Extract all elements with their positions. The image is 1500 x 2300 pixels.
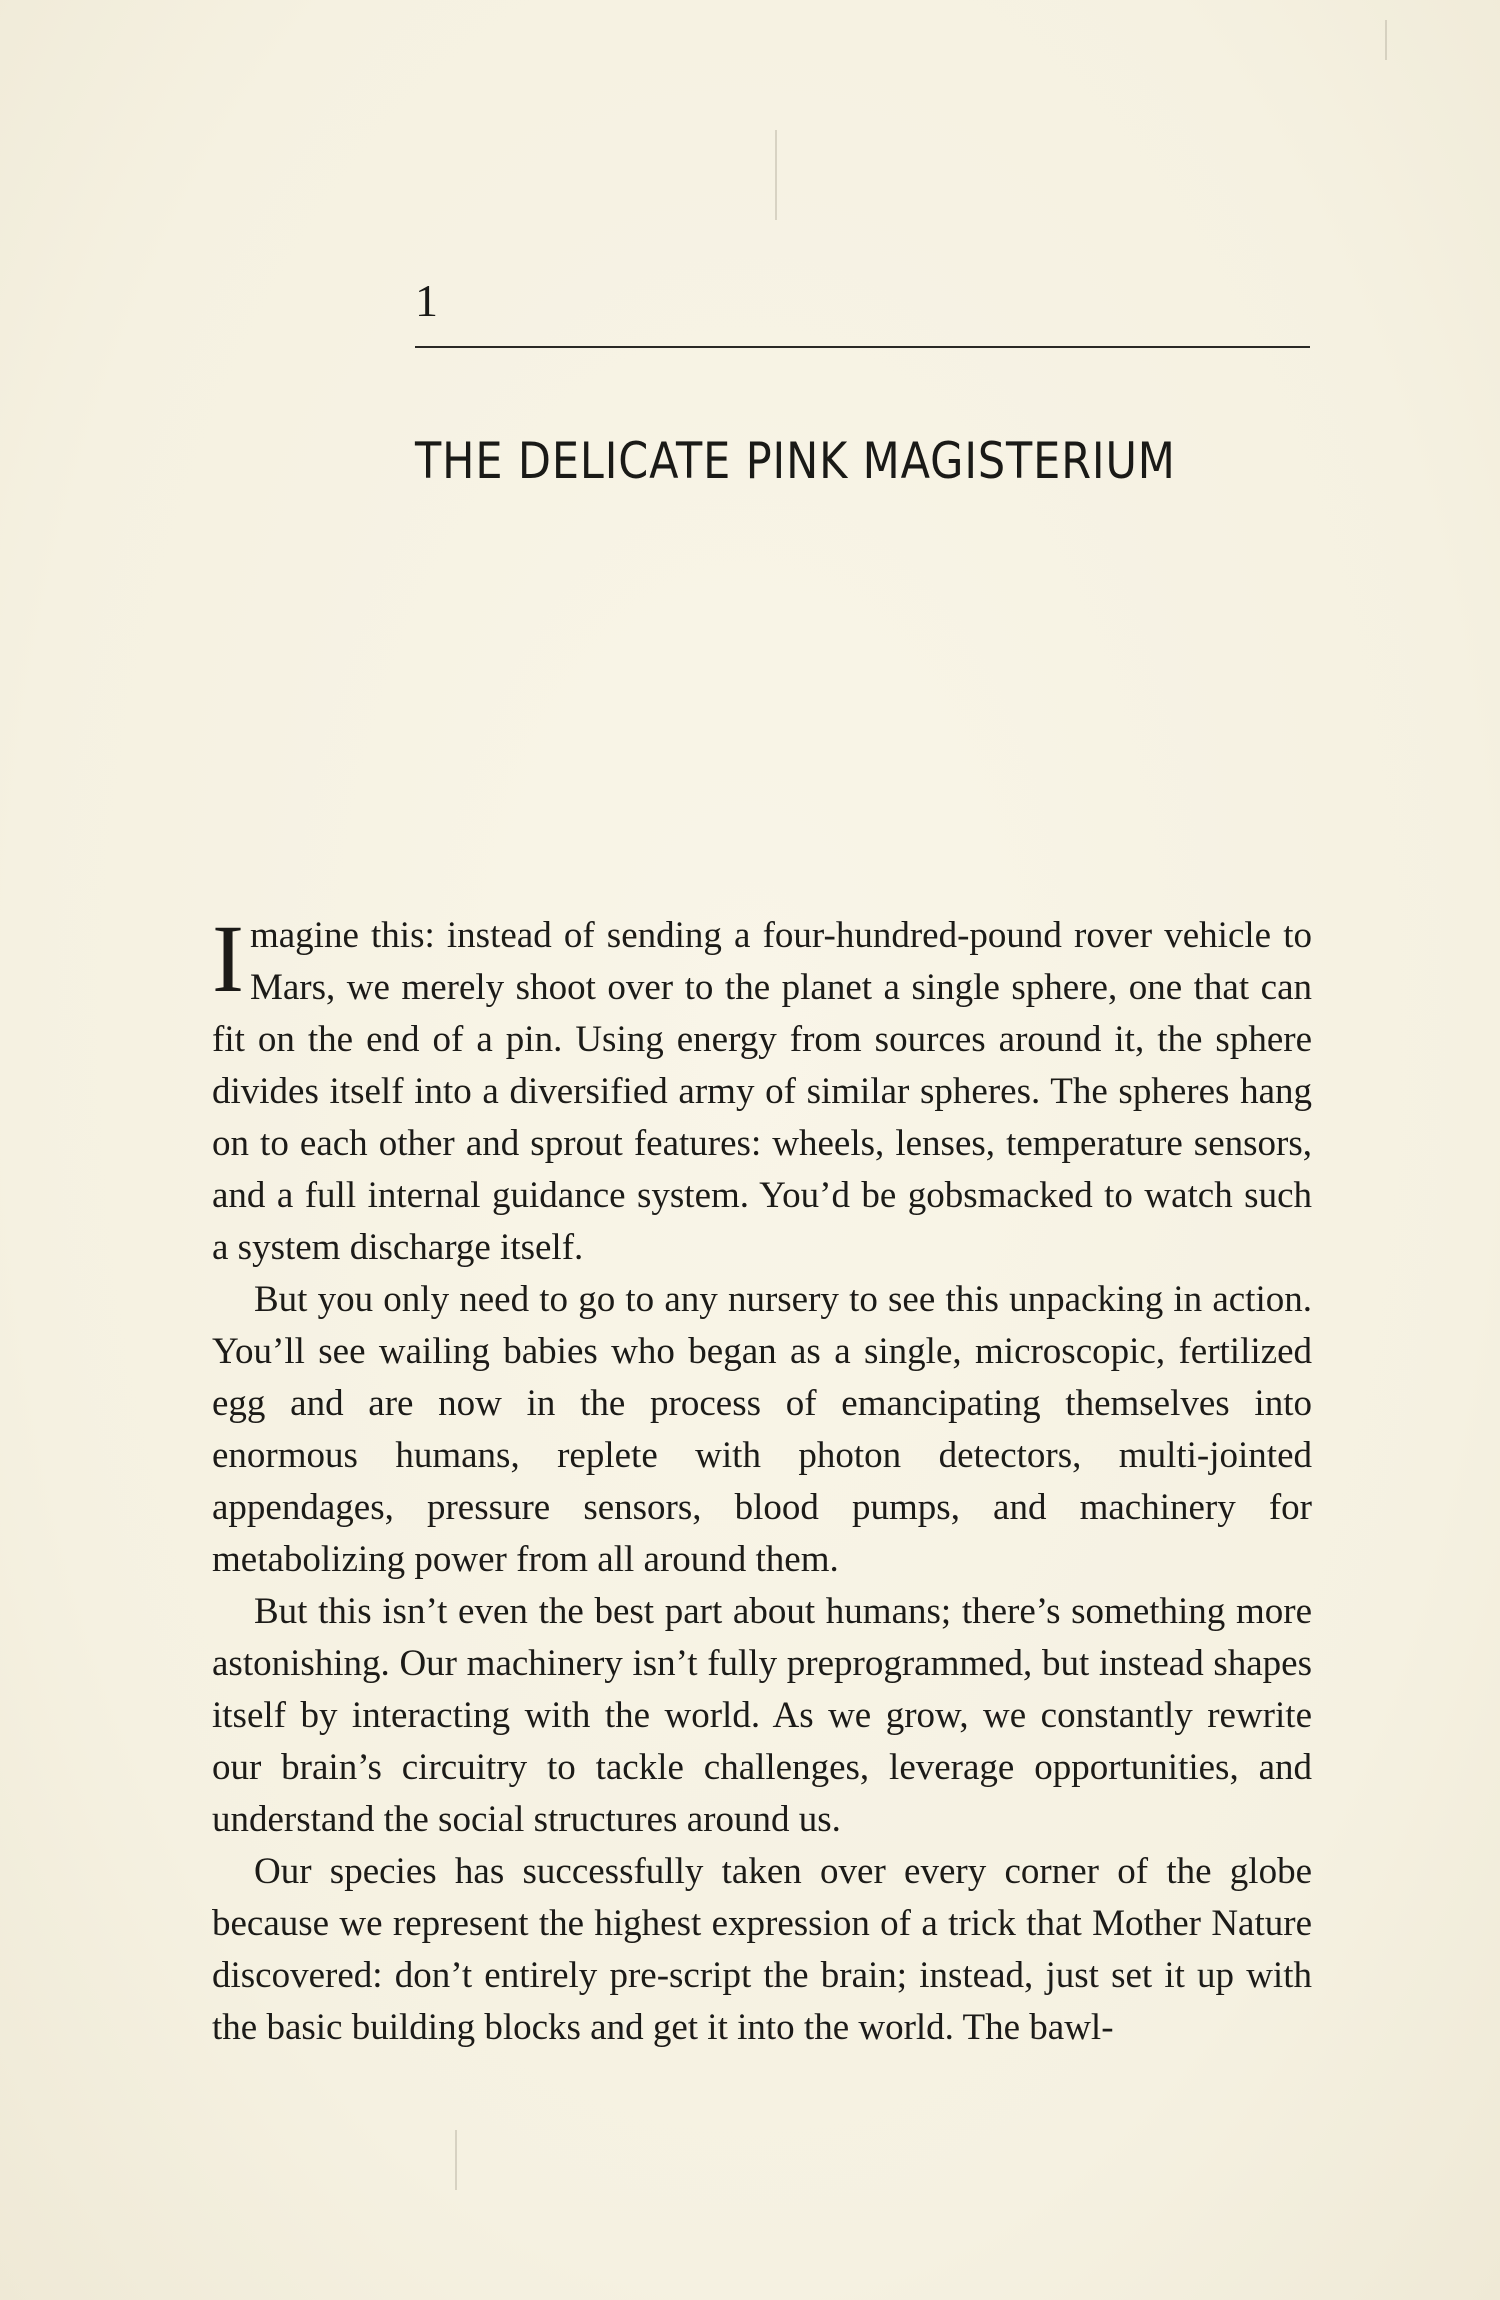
paragraph	[212, 905, 1312, 1274]
paragraph: But this isn’t even the best part about humans; there’s something more astonishing. Our machinery isn’t fully preprogrammed, but instead shapes itself by interacting with the world. As we grow, we constantly rewrite our brain’s circuitry to tackle challenges, leverage opportunities, and understand the social structures around us.	[212, 1591, 1312, 1840]
chapter-divider-rule	[415, 346, 1310, 348]
chapter-number: 1	[415, 275, 438, 326]
chapter-title: THE DELICATE PINK MAGISTERIUM	[415, 432, 1176, 490]
paragraph: But you only need to go to any nursery to see this unpacking in action. You’ll see wailing babies who began as a single, microscopic, fertilized egg and are now in the process of emancipating themselves into enormous humans, replete with photon detectors, multi-jointed appendages, pressure sensors, blood pumps, and machinery for metabolizing power from all around them.	[212, 1279, 1312, 1580]
drop-cap: I	[212, 905, 244, 1012]
paragraph-text: magine this: instead of sending a four-hundred-pound rover vehicle to Mars, we merely shoot over to the planet a single sphere, one that can fit on the end of a pin. Using energy from sources around it, the sphere divides itself into a diversified army of similar spheres. The spheres hang on to each other and sprout features: wheels, lenses, temperature sensors, and a full internal guidance system. You’d be gobsmacked to watch such a system discharge itself.	[212, 915, 1312, 1268]
scan-artifact	[455, 2130, 457, 2190]
paragraph: Our species has successfully taken over every corner of the globe because we represent the highest expression of a trick that Mother Nature discovered: don’t entirely pre-script the brain; instead, just set it up with the basic building blocks and get it into the world. The bawl-	[212, 1851, 1312, 2048]
scan-artifact	[1385, 20, 1387, 60]
scan-artifact	[775, 130, 777, 220]
chapter-body	[212, 905, 1312, 2054]
